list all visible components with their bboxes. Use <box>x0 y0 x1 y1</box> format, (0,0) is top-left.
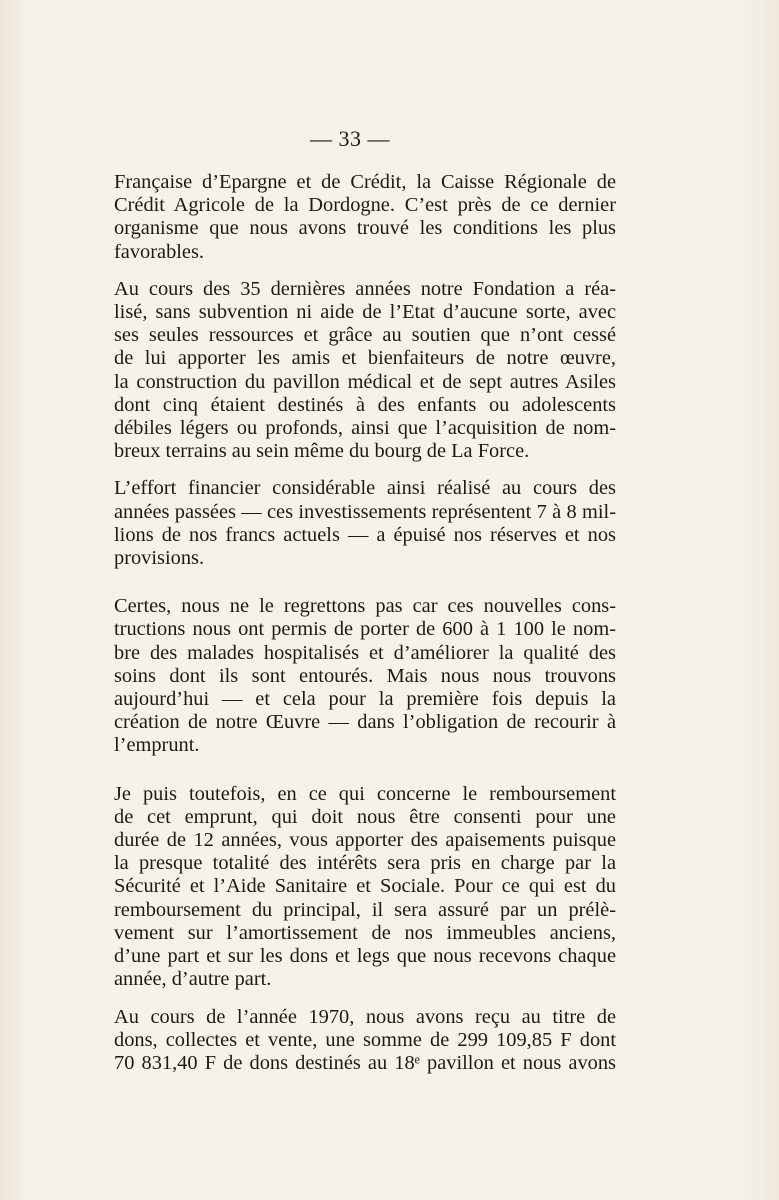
text-line: soins dont ils sont entourés. Mais nous nous trouvons <box>114 664 616 687</box>
text-line: lions de nos francs actuels — a épuisé nos réserves et nos <box>114 523 616 546</box>
text-line: durée de 12 années, vous apporter des apaisements puisque <box>114 829 616 852</box>
text-line: favorables. <box>114 240 205 263</box>
page-number: — 33 — <box>310 126 390 151</box>
text-line: l’emprunt. <box>114 734 200 757</box>
text-line: dont cinq étaient destinés à des enfants ou adolescents <box>114 393 616 416</box>
text-line: Au cours de l’année 1970, nous avons reçu au titre de <box>114 1005 616 1028</box>
text-line: 70 831,40 F de dons destinés au 18ᵉ pavillon et nous avons <box>114 1051 616 1074</box>
text-line: année, d’autre part. <box>114 968 272 991</box>
text-line: aujourd’hui — et cela pour la première fois depuis la <box>114 688 616 711</box>
text-line: L’effort financier considérable ainsi réalisé au cours des <box>114 477 616 500</box>
text-line: Au cours des 35 dernières années notre Fondation a réa- <box>114 277 616 300</box>
text-line: de lui apporter les amis et bienfaiteurs de notre œuvre, <box>114 347 616 370</box>
text-line: vement sur l’amortissement de nos immeubles anciens, <box>114 921 616 944</box>
text-line: ses seules ressources et grâce au soutien que n’ont cessé <box>114 324 616 347</box>
text-line: lisé, sans subvention ni aide de l’Etat d’aucune sorte, avec <box>114 301 616 324</box>
text-line: organisme que nous avons trouvé les conditions les plus <box>114 217 616 240</box>
body-text <box>114 171 616 1087</box>
text-line: breux terrains au sein même du bourg de La Force. <box>114 440 530 463</box>
text-line: bre des malades hospitalisés et d’améliorer la qualité des <box>114 641 616 664</box>
text-line: débiles légers ou profonds, ainsi que l’acquisition de nom- <box>114 417 616 440</box>
text-line: la presque totalité des intérêts sera pris en charge par la <box>114 852 616 875</box>
text-line: remboursement du principal, il sera assuré par un prélè- <box>114 898 616 921</box>
text-line: dons, collectes et vente, une somme de 299 109,85 F dont <box>114 1028 616 1051</box>
paragraph-3 <box>114 477 616 570</box>
text-line: d’une part et sur les dons et legs que nous recevons chaque <box>114 945 616 968</box>
text-line: de cet emprunt, qui doit nous être consenti pour une <box>114 805 616 828</box>
text-line: Française d’Epargne et de Crédit, la Caisse Régionale de <box>114 171 616 193</box>
text-line: création de notre Œuvre — dans l’obligation de recourir à <box>114 711 616 734</box>
paragraph-4 <box>114 595 616 757</box>
paragraph-1 <box>114 171 616 264</box>
text-line: Je puis toutefois, en ce qui concerne le remboursement <box>114 782 616 805</box>
text-line: Crédit Agricole de la Dordogne. C’est près de ce dernier <box>114 194 616 217</box>
text-line: Certes, nous ne le regrettons pas car ces nouvelles cons- <box>114 595 616 618</box>
text-line: la construction du pavillon médical et de sept autres Asiles <box>114 370 616 393</box>
paragraph-2 <box>114 278 616 464</box>
text-line: années passées — ces investissements représentent 7 à 8 mil- <box>114 500 616 523</box>
paragraph-5 <box>114 783 616 992</box>
paragraph-6 <box>114 1006 616 1076</box>
text-line: provisions. <box>114 547 205 570</box>
text-line: tructions nous ont permis de porter de 600 à 1 100 le nom- <box>114 618 616 641</box>
text-line: Sécurité et l’Aide Sanitaire et Sociale. Pour ce qui est du <box>114 875 616 898</box>
